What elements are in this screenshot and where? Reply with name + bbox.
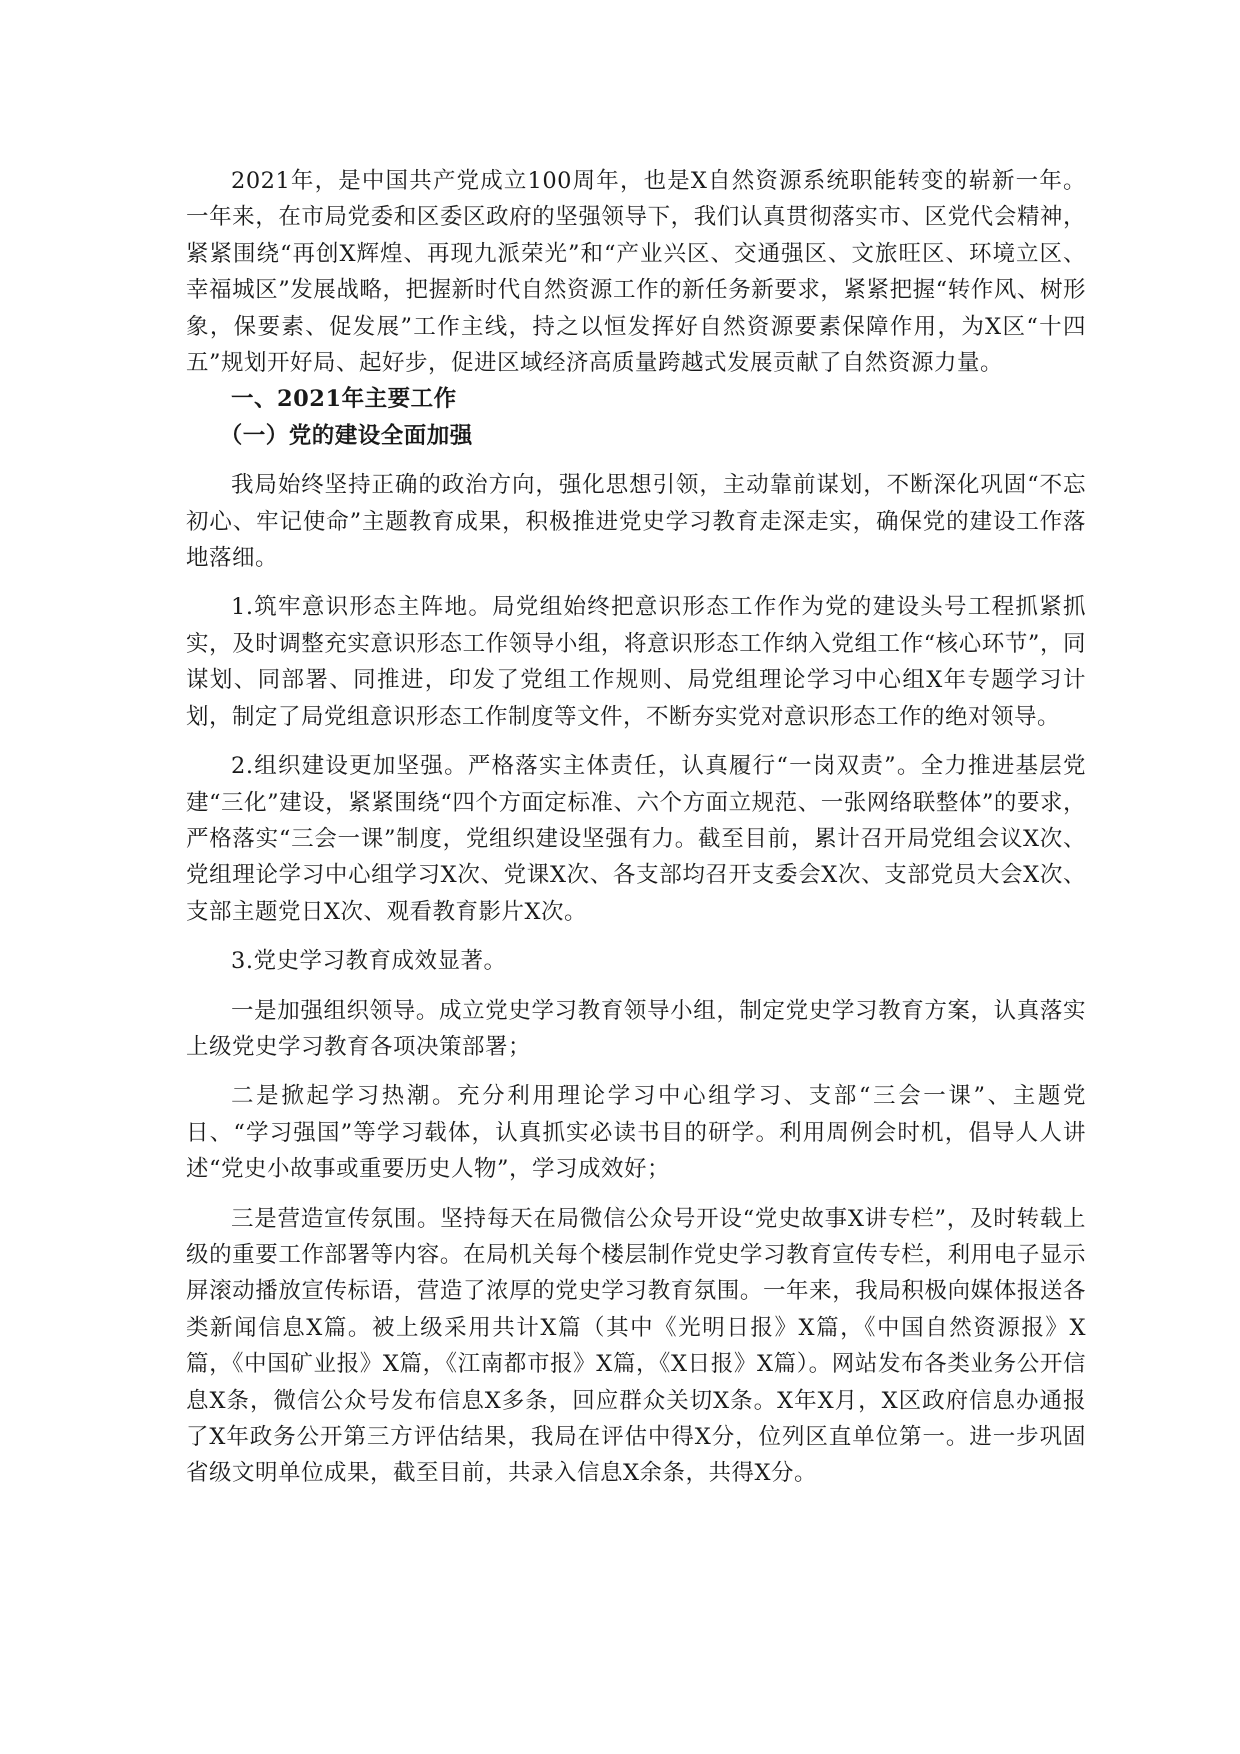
item-3-paragraph: 3.党史学习教育成效显著。	[231, 948, 507, 975]
point-1-paragraph: 一是加强组织领导。成立党史学习教育领导小组，制定党史学习教育方案，认真落实上级党史学习教育各项决策部署；	[186, 997, 1086, 1060]
item-2-paragraph: 2.组织建设更加坚强。严格落实主体责任，认真履行“一岗双责”。全力推进基层党建“三化”建设，紧紧围绕“四个方面定标准、六个方面立规范、一张网络联整体”的要求，严格落实“三会一课”制度，党组织建设坚强有力。截至目前，累计召开局党组会议X次、党组理论学习中心组学习X次、党课X次、各支部均召开支委会X次、支部党员大会X次、支部主题党日X次、观看教育影片X次。	[186, 753, 1086, 925]
intro-paragraph: 2021年，是中国共产党成立100周年，也是X自然资源系统职能转变的崭新一年。一年来，在市局党委和区委区政府的坚强领导下，我们认真贯彻落实市、区党代会精神，紧紧围绕“再创X辉煌、再现九派荣光”和“产业兴区、交通强区、文旅旺区、环境立区、幸福城区”发展战略，把握新时代自然资源工作的新任务新要求，紧紧把握“转作风、树形象，保要素、促发展”工作主线，持之以恒发挥好自然资源要素保障作用，为X区“十四五”规划开好局、起好步，促进区域经济高质量跨越式发展贡献了自然资源力量。	[186, 168, 1086, 377]
point-2-paragraph: 二是掀起学习热潮。充分利用理论学习中心组学习、支部“三会一课”、主题党日、“学习强国”等学习载体，认真抓实必读书目的研学。利用周例会时机，倡导人人讲述“党史小故事或重要历史人物”，学习成效好；	[186, 1083, 1086, 1183]
subsection-heading: （一）党的建设全面加强	[219, 422, 473, 449]
point-3-paragraph: 三是营造宣传氛围。坚持每天在局微信公众号开设“党史故事X讲专栏”，及时转载上级的重要工作部署等内容。在局机关每个楼层制作党史学习教育宣传专栏，利用电子显示屏滚动播放宣传标语，营造了浓厚的党史学习教育氛围。一年来，我局积极向媒体报送各类新闻信息X篇。被上级采用共计X篇（其中《光明日报》X篇，《中国自然资源报》X篇，《中国矿业报》X篇，《江南都市报》X篇，《X日报》X篇）。网站发布各类业务公开信息X条，微信公众号发布信息X多条，回应群众关切X条。X年X月，X区政府信息办通报了X年政务公开第三方评估结果，我局在评估中得X分，位列区直单位第一。进一步巩固省级文明单位成果，截至目前，共录入信息X余条，共得X分。	[186, 1205, 1086, 1487]
item-1-paragraph: 1.筑牢意识形态主阵地。局党组始终把意识形态工作作为党的建设头号工程抓紧抓实，及时调整充实意识形态工作领导小组，将意识形态工作纳入党组工作“核心环节”，同谋划、同部署、同推进，印发了党组工作规则、局党组理论学习中心组X年专题学习计划，制定了局党组意识形态工作制度等文件，不断夯实党对意识形态工作的绝对领导。	[186, 594, 1086, 730]
section-heading: 一、2021年主要工作	[231, 386, 457, 413]
party-building-paragraph: 我局始终坚持正确的政治方向，强化思想引领，主动靠前谋划，不断深化巩固“不忘初心、牢记使命”主题教育成果，积极推进党史学习教育走深走实，确保党的建设工作落地落细。	[186, 472, 1086, 572]
document-page	[186, 163, 1086, 1492]
